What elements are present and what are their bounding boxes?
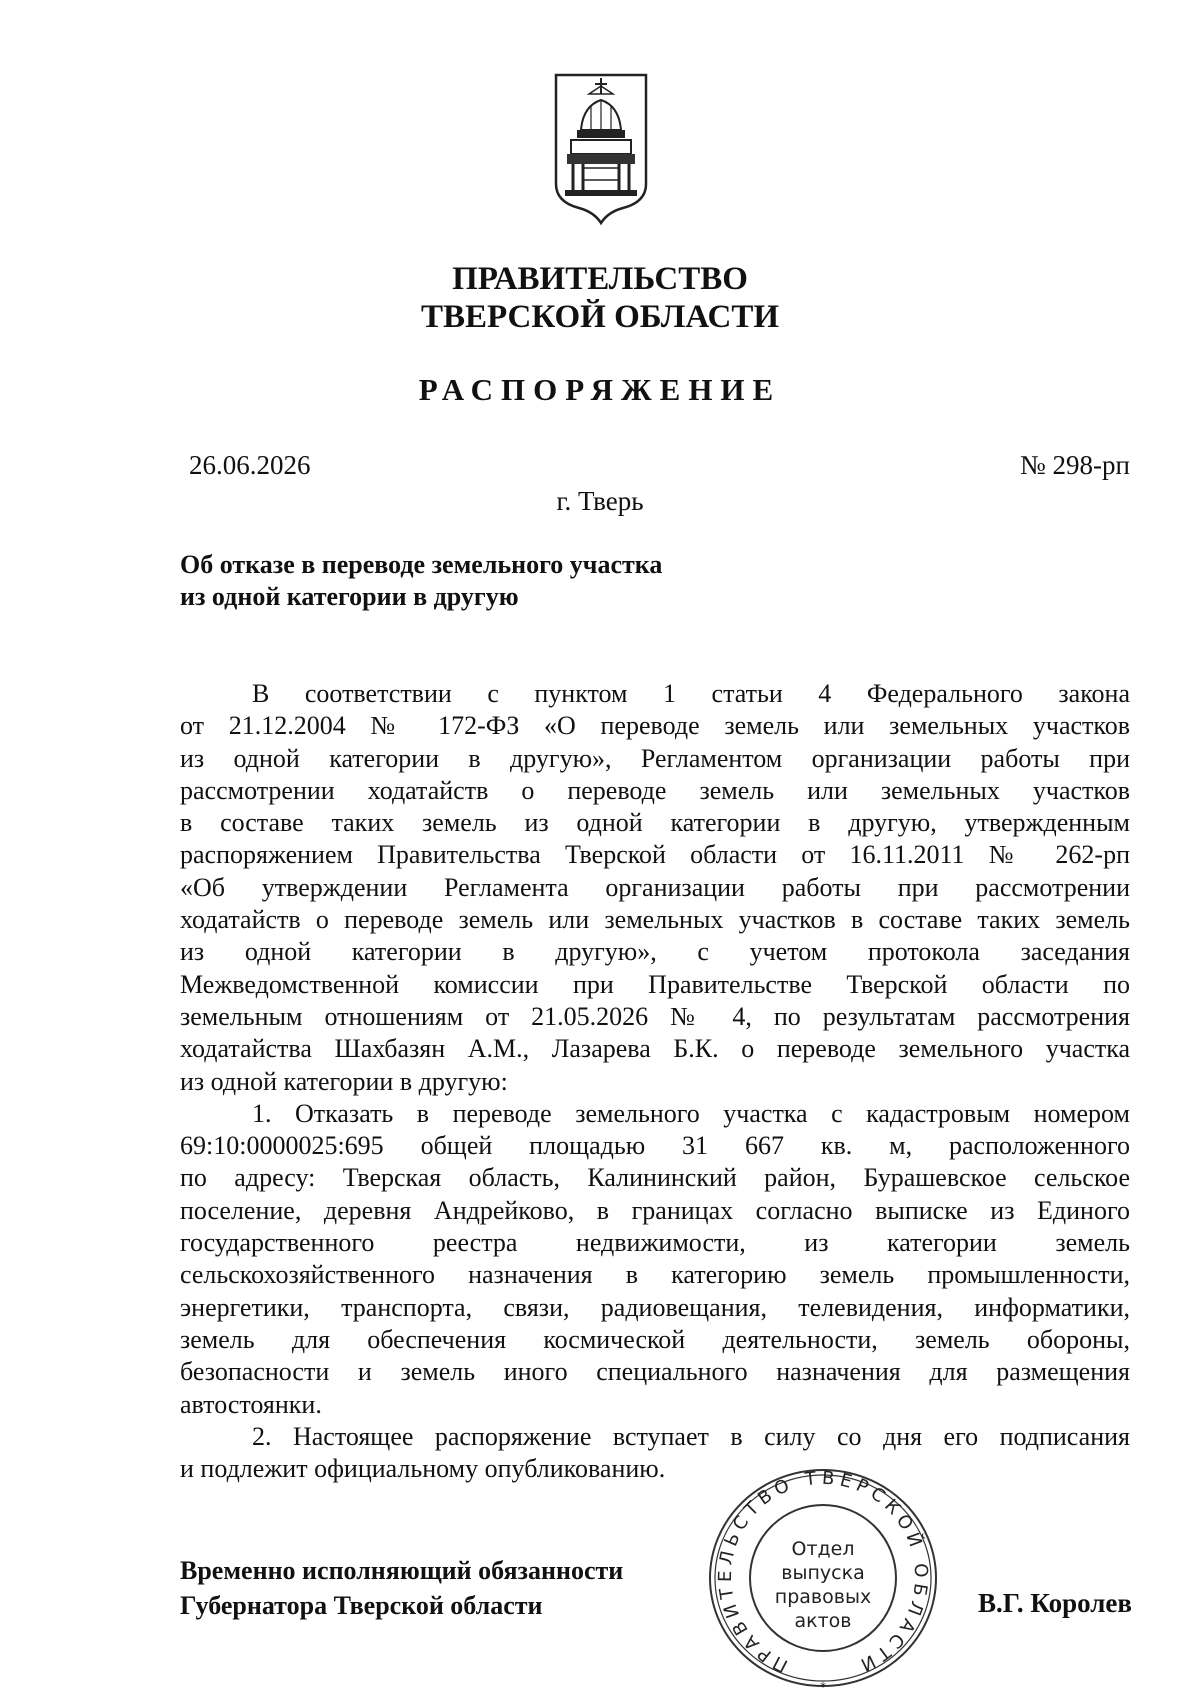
body-line: и подлежит официальному опубликованию. bbox=[180, 1454, 666, 1484]
stamp-center-line: выпуска bbox=[781, 1562, 865, 1584]
subject-line: Об отказе в переводе земельного участка bbox=[180, 550, 663, 579]
subject-line: из одной категории в другую bbox=[180, 582, 519, 611]
stamp-center-line: Отдел bbox=[791, 1538, 855, 1560]
body-line: от 21.12.2004 № 172-ФЗ «О переводе земель или земельных участков bbox=[180, 711, 1130, 741]
body-line: ходатайства Шахбазян А.М., Лазарева Б.К. о переводе земельного участка bbox=[180, 1034, 1130, 1064]
body-line: сельскохозяйственного назначения в категорию земель промышленности, bbox=[180, 1260, 1130, 1290]
signer-role-line: Губернатора Тверской области bbox=[180, 1591, 543, 1620]
body-line: поселение, деревня Андрейково, в границах согласно выписке из Единого bbox=[180, 1195, 1130, 1225]
body-line: 2. Настоящее распоряжение вступает в силу со дня его подписания bbox=[252, 1421, 1130, 1451]
official-stamp bbox=[703, 1465, 943, 1695]
body-line: 1. Отказать в переводе земельного участка с кадастровым номером bbox=[252, 1098, 1130, 1128]
body-line: распоряжением Правительства Тверской области от 16.11.2011 № 262-рп bbox=[180, 840, 1130, 870]
body-line: по адресу: Тверская область, Калининский район, Бурашевское сельское bbox=[180, 1163, 1130, 1193]
body-line: из одной категории в другую: bbox=[180, 1066, 508, 1096]
tver-coat-of-arms-icon bbox=[553, 72, 649, 226]
body-line: Межведомственной комиссии при Правительстве Тверской области по bbox=[180, 969, 1130, 999]
body-line: 69:10:0000025:695 общей площадью 31 667 кв. м, расположенного bbox=[180, 1131, 1130, 1161]
signer-role bbox=[180, 1553, 623, 1623]
body-line: автостоянки. bbox=[180, 1389, 322, 1419]
body-line: из одной категории в другую», Регламентом организации работы при bbox=[180, 743, 1130, 773]
body-line: государственного реестра недвижимости, из категории земель bbox=[180, 1228, 1130, 1258]
body-line: земель для обеспечения космической деятельности, земель обороны, bbox=[180, 1324, 1130, 1354]
document-date: 26.06.2026 bbox=[189, 450, 311, 480]
document-number: № 298-рп bbox=[1020, 450, 1130, 480]
body-line: рассмотрении ходатайств о переводе земель или земельных участков bbox=[180, 775, 1130, 805]
body-line: земельным отношениям от 21.05.2026 № 4, по результатам рассмотрения bbox=[180, 1001, 1130, 1031]
body-line: безопасности и земель иного специального назначения для размещения bbox=[180, 1357, 1130, 1387]
stamp-star-icon: * bbox=[820, 1680, 826, 1694]
document-city: г. Тверь bbox=[556, 486, 644, 516]
body-line: «Об утверждении Регламента организации работы при рассмотрении bbox=[180, 872, 1130, 902]
stamp-ring-text: ПРАВИТЕЛЬСТВО ТВЕРСКОЙ ОБЛАСТИ bbox=[714, 1467, 932, 1678]
government-title-line2: ТВЕРСКОЙ ОБЛАСТИ bbox=[420, 299, 780, 335]
body-line: ходатайств о переводе земель или земельных участков в составе таких земель bbox=[180, 905, 1130, 935]
signer-name: В.Г. Королев bbox=[978, 1588, 1132, 1618]
signer-role-line: Временно исполняющий обязанности bbox=[180, 1556, 624, 1585]
body-line: из одной категории в другую», с учетом протокола заседания bbox=[180, 937, 1130, 967]
body-line: в составе таких земель из одной категории в другую, утвержденным bbox=[180, 808, 1130, 838]
government-title-line1: ПРАВИТЕЛЬСТВО bbox=[452, 261, 748, 297]
body-line: В соответствии с пунктом 1 статьи 4 Федерального закона bbox=[252, 679, 1130, 708]
document-body bbox=[180, 678, 1130, 1485]
stamp-center-line: правовых bbox=[774, 1586, 872, 1608]
document-subject bbox=[180, 549, 662, 613]
body-line: энергетики, транспорта, связи, радиовещания, телевидения, информатики, bbox=[180, 1292, 1130, 1322]
document-type: РАСПОРЯЖЕНИЕ bbox=[418, 372, 782, 407]
stamp-center-line: актов bbox=[794, 1610, 852, 1632]
